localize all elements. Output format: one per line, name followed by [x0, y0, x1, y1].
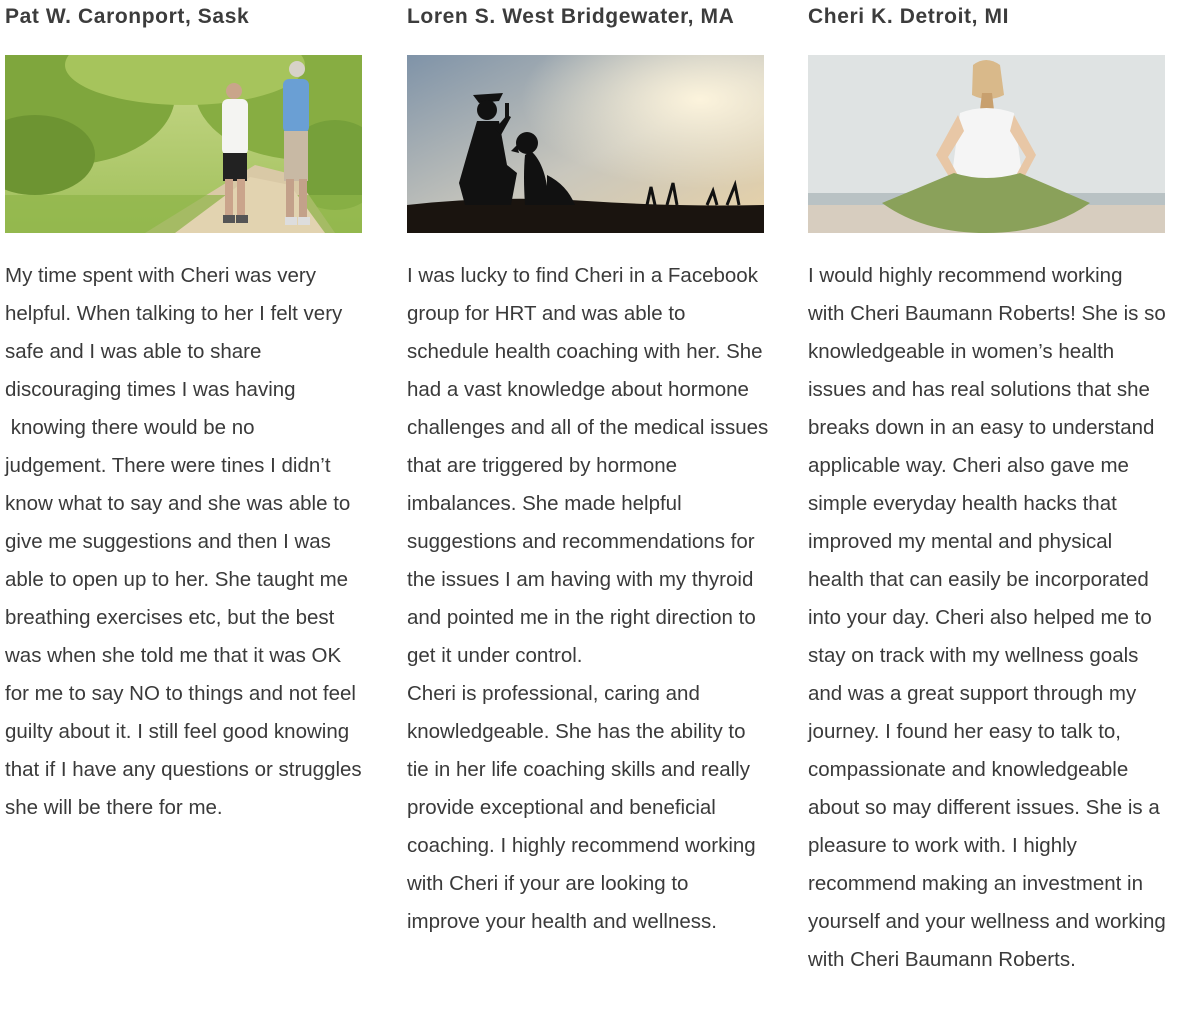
testimonial-line: imbalances. She made helpful — [407, 492, 682, 515]
testimonial-line: breaks down in an easy to understand — [808, 416, 1155, 439]
testimonial-line: schedule health coaching with her. She — [407, 340, 763, 363]
testimonial-line: I was lucky to find Cheri in a Facebook — [407, 264, 758, 287]
testimonial-line: knowing there would be no — [5, 416, 255, 439]
testimonial-line: get it under control. — [407, 644, 583, 667]
testimonial-card-loren — [407, 0, 769, 933]
testimonial-line: compassionate and knowledgeable — [808, 758, 1129, 781]
testimonial-line: knowledgeable in women’s health — [808, 340, 1115, 363]
testimonial-line: into your day. Cheri also helped me to — [808, 606, 1152, 629]
testimonial-line: with Cheri Baumann Roberts! She is so — [808, 302, 1166, 325]
testimonial-card-pat — [5, 0, 362, 819]
testimonial-line: pleasure to work with. I highly — [808, 834, 1077, 857]
testimonial-line: was when she told me that it was OK — [5, 644, 342, 667]
testimonial-line: helpful. When talking to her I felt very — [5, 302, 343, 325]
testimonial-line: challenges and all of the medical issues — [407, 416, 769, 439]
testimonial-line: health that can easily be incorporated — [808, 568, 1149, 591]
testimonial-line: breathing exercises etc, but the best — [5, 606, 335, 629]
testimonial-line: improve your health and wellness. — [407, 910, 717, 933]
testimonial-line: stay on track with my wellness goals — [808, 644, 1139, 667]
testimonial-line: know what to say and she was able to — [5, 492, 351, 515]
testimonial-line: guilty about it. I still feel good knowing — [5, 720, 350, 743]
testimonial-line: I would highly recommend working — [808, 264, 1123, 287]
testimonial-line: simple everyday health hacks that — [808, 492, 1117, 515]
testimonial-line: tie in her life coaching skills and really — [407, 758, 750, 781]
testimonial-line: coaching. I highly recommend working — [407, 834, 756, 857]
testimonial-line: issues and has real solutions that she — [808, 378, 1150, 401]
testimonial-line: the issues I am having with my thyroid — [407, 568, 754, 591]
testimonial-line: safe and I was able to share — [5, 340, 262, 363]
testimonial-line: improved my mental and physical — [808, 530, 1113, 553]
testimonial-line: journey. I found her easy to talk to, — [808, 720, 1121, 743]
testimonial-line: she will be there for me. — [5, 796, 223, 819]
testimonial-line: with Cheri Baumann Roberts. — [808, 948, 1076, 971]
testimonial-line: provide exceptional and beneficial — [407, 796, 716, 819]
testimonial-line: Cheri is professional, caring and — [407, 682, 700, 705]
testimonial-line: and pointed me in the right direction to — [407, 606, 756, 629]
woman-and-dog-silhouette-photo — [407, 55, 764, 233]
testimonial-author: Cheri K. Detroit, MI — [808, 5, 1010, 28]
testimonial-line: give me suggestions and then I was — [5, 530, 331, 553]
testimonial-line: with Cheri if your are looking to — [407, 872, 689, 895]
testimonial-line: judgement. There were tines I didn’t — [5, 454, 331, 477]
testimonial-line: yourself and your wellness and working — [808, 910, 1166, 933]
testimonial-line: that are triggered by hormone — [407, 454, 678, 477]
testimonial-author: Pat W. Caronport, Sask — [5, 5, 250, 28]
testimonial-text — [5, 257, 365, 827]
testimonial-line: about so may different issues. She is a — [808, 796, 1160, 819]
testimonial-line: able to open up to her. She taught me — [5, 568, 349, 591]
testimonial-line: for me to say NO to things and not feel — [5, 682, 356, 705]
testimonial-line: discouraging times I was having — [5, 378, 296, 401]
testimonial-line: knowledgeable. She has the ability to — [407, 720, 746, 743]
testimonial-line: had a vast knowledge about hormone — [407, 378, 749, 401]
testimonial-line: that if I have any questions or struggles — [5, 758, 362, 781]
testimonial-line: suggestions and recommendations for — [407, 530, 755, 553]
testimonial-line: and was a great support through my — [808, 682, 1137, 705]
testimonial-text — [407, 257, 767, 941]
testimonial-line: applicable way. Cheri also gave me — [808, 454, 1129, 477]
testimonial-author: Loren S. West Bridgewater, MA — [407, 5, 735, 28]
testimonial-line: recommend making an investment in — [808, 872, 1143, 895]
testimonial-line: group for HRT and was able to — [407, 302, 686, 325]
couple-walking-photo — [5, 55, 362, 233]
testimonial-line: My time spent with Cheri was very — [5, 264, 317, 287]
testimonial-card-cheri — [808, 0, 1166, 971]
woman-meditating-beach-photo — [808, 55, 1165, 233]
testimonial-text — [808, 257, 1168, 979]
